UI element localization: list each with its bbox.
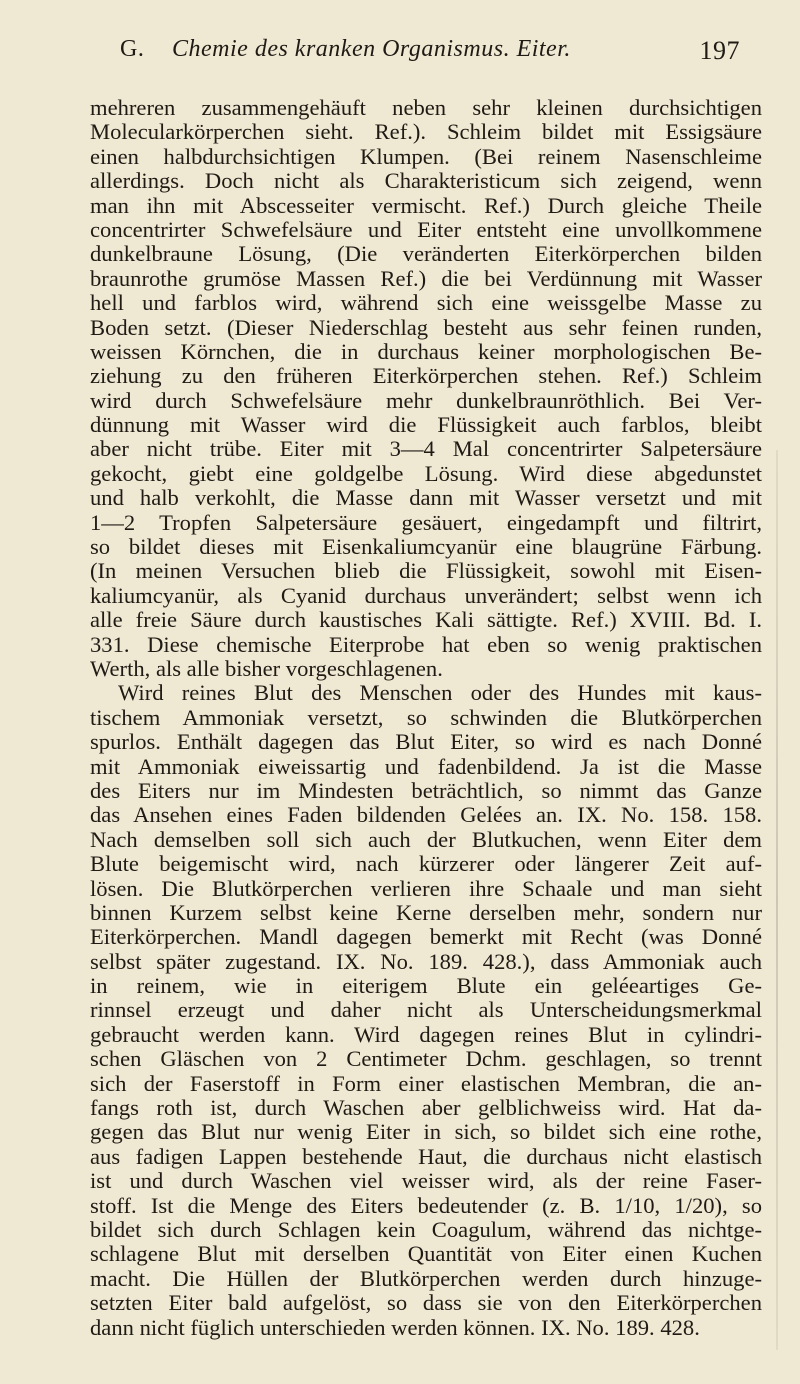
body-text bbox=[90, 96, 762, 1340]
text-line: mehreren zusammengehäuft neben sehr kleinen durchsichtigen bbox=[90, 95, 762, 120]
text-line: stoff. Ist die Menge des Eiters bedeutender (z. B. 1/10, 1/20), so bbox=[90, 1192, 762, 1218]
text-line: gekocht, giebt eine goldgelbe Lösung. Wird diese abgedunstet bbox=[90, 460, 762, 486]
text-line: fangs roth ist, durch Waschen aber gelblichweiss wird. Hat da- bbox=[90, 1095, 762, 1121]
text-line: Eiterkörperchen. Mandl dagegen bemerkt mit Recht (was Donné bbox=[90, 924, 762, 950]
text-line: wird durch Schwefelsäure mehr dunkelbraunröthlich. Bei Ver- bbox=[90, 387, 762, 413]
text-line: gegen das Blut nur wenig Eiter in sich, so bildet sich eine rothe, bbox=[90, 1119, 762, 1145]
text-line: ist und durch Waschen viel weisser wird, als der reine Faser- bbox=[90, 1168, 762, 1194]
text-line: schlagene Blut mit derselben Quantität von Eiter einen Kuchen bbox=[90, 1241, 762, 1267]
text-line: aber nicht trübe. Eiter mit 3—4 Mal concentrirter Salpetersäure bbox=[90, 436, 762, 462]
text-line: aus fadigen Lappen bestehende Haut, die durchaus nicht elastisch bbox=[90, 1143, 762, 1169]
text-line: gebraucht werden kann. Wird dagegen reines Blut in cylindri- bbox=[90, 1021, 762, 1047]
text-line: ziehung zu den früheren Eiterkörperchen stehen. Ref.) Schleim bbox=[90, 363, 762, 389]
text-line: dann nicht füglich unterschieden werden können. IX. No. 189. 428. bbox=[90, 1314, 700, 1340]
text-line: (In meinen Versuchen blieb die Flüssigkeit, sowohl mit Eisen- bbox=[90, 558, 762, 584]
text-line: Nach demselben soll sich auch der Blutkuchen, wenn Eiter dem bbox=[90, 826, 762, 852]
text-line: alle freie Säure durch kaustisches Kali sättigte. Ref.) XVIII. Bd. I. bbox=[90, 607, 762, 633]
text-line: man ihn mit Abscesseiter vermischt. Ref.) Durch gleiche Theile bbox=[90, 192, 762, 218]
text-line: Werth, als alle bisher vorgeschlagenen. bbox=[90, 655, 443, 681]
text-line: einen halbdurchsichtigen Klumpen. (Bei reinem Nasenschleime bbox=[90, 143, 762, 169]
page-edge-shadow bbox=[776, 450, 778, 1350]
text-line: und halb verkohlt, die Masse dann mit Wasser versetzt und mit bbox=[90, 485, 762, 511]
text-line: Boden setzt. (Dieser Niederschlag besteht aus sehr feinen runden, bbox=[90, 314, 762, 340]
text-line: hell und farblos wird, während sich eine weissgelbe Masse zu bbox=[90, 290, 762, 316]
running-title: Chemie des kranken Organismus. Eiter. bbox=[172, 36, 571, 62]
text-line: spurlos. Enthält dagegen das Blut Eiter, so wird es nach Donné bbox=[90, 729, 762, 755]
text-line: binnen Kurzem selbst keine Kerne derselben mehr, sondern nur bbox=[90, 899, 762, 925]
text-line: braunrothe grumöse Massen Ref.) die bei Verdünnung mit Wasser bbox=[90, 265, 762, 291]
text-line: schen Gläschen von 2 Centimeter Dchm. geschlagen, so trennt bbox=[90, 1046, 762, 1072]
text-line: weissen Körnchen, die in durchaus keiner morphologischen Be- bbox=[90, 338, 762, 364]
text-line: das Ansehen eines Faden bildenden Gelées an. IX. No. 158. 158. bbox=[90, 802, 762, 828]
text-line: in reinem, wie in eiterigem Blute ein geléeartiges Ge- bbox=[90, 973, 762, 999]
text-line: des Eiters nur im Mindesten beträchtlich, so nimmt das Ganze bbox=[90, 777, 762, 803]
text-line: Wird reines Blut des Menschen oder des Hundes mit kaus- bbox=[118, 680, 762, 706]
text-line: dunkelbraune Lösung, (Die veränderten Eiterkörperchen bilden bbox=[90, 241, 762, 267]
text-line: allerdings. Doch nicht als Charakteristicum sich zeigend, wenn bbox=[90, 168, 762, 194]
text-line: mit Ammoniak eiweissartig und fadenbildend. Ja ist die Masse bbox=[90, 753, 762, 779]
running-header bbox=[120, 36, 740, 76]
text-line: concentrirter Schwefelsäure und Eiter entsteht eine unvollkommene bbox=[90, 216, 762, 242]
text-line: macht. Die Hüllen der Blutkörperchen werden durch hinzuge- bbox=[90, 1265, 762, 1291]
text-line: rinnsel erzeugt und daher nicht als Unterscheidungsmerkmal bbox=[90, 997, 762, 1023]
text-line: setzten Eiter bald aufgelöst, so dass sie von den Eiterkörperchen bbox=[90, 1290, 762, 1316]
text-line: 331. Diese chemische Eiterprobe hat eben so wenig praktischen bbox=[90, 631, 762, 657]
text-line: selbst später zugestand. IX. No. 189. 428.), dass Ammoniak auch bbox=[90, 948, 762, 974]
text-line: so bildet dieses mit Eisenkaliumcyanür eine blaugrüne Färbung. bbox=[90, 534, 762, 560]
section-letter: G. bbox=[120, 36, 145, 62]
text-line: sich der Faserstoff in Form einer elastischen Membran, die an- bbox=[90, 1070, 762, 1096]
page-number: 197 bbox=[699, 36, 740, 65]
text-line: bildet sich durch Schlagen kein Coagulum, während das nichtge- bbox=[90, 1216, 762, 1242]
text-line: 1—2 Tropfen Salpetersäure gesäuert, eingedampft und filtrirt, bbox=[90, 509, 762, 535]
text-line: Blute beigemischt wird, nach kürzerer oder längerer Zeit auf- bbox=[90, 851, 762, 877]
text-line: kaliumcyanür, als Cyanid durchaus unverändert; selbst wenn ich bbox=[90, 582, 762, 608]
text-line: Molecularkörperchen sieht. Ref.). Schleim bildet mit Essigsäure bbox=[90, 119, 762, 145]
text-line: dünnung mit Wasser wird die Flüssigkeit auch farblos, bleibt bbox=[90, 412, 762, 438]
text-line: tischem Ammoniak versetzt, so schwinden die Blutkörperchen bbox=[90, 704, 762, 730]
text-line: lösen. Die Blutkörperchen verlieren ihre Schaale und man sieht bbox=[90, 875, 762, 901]
